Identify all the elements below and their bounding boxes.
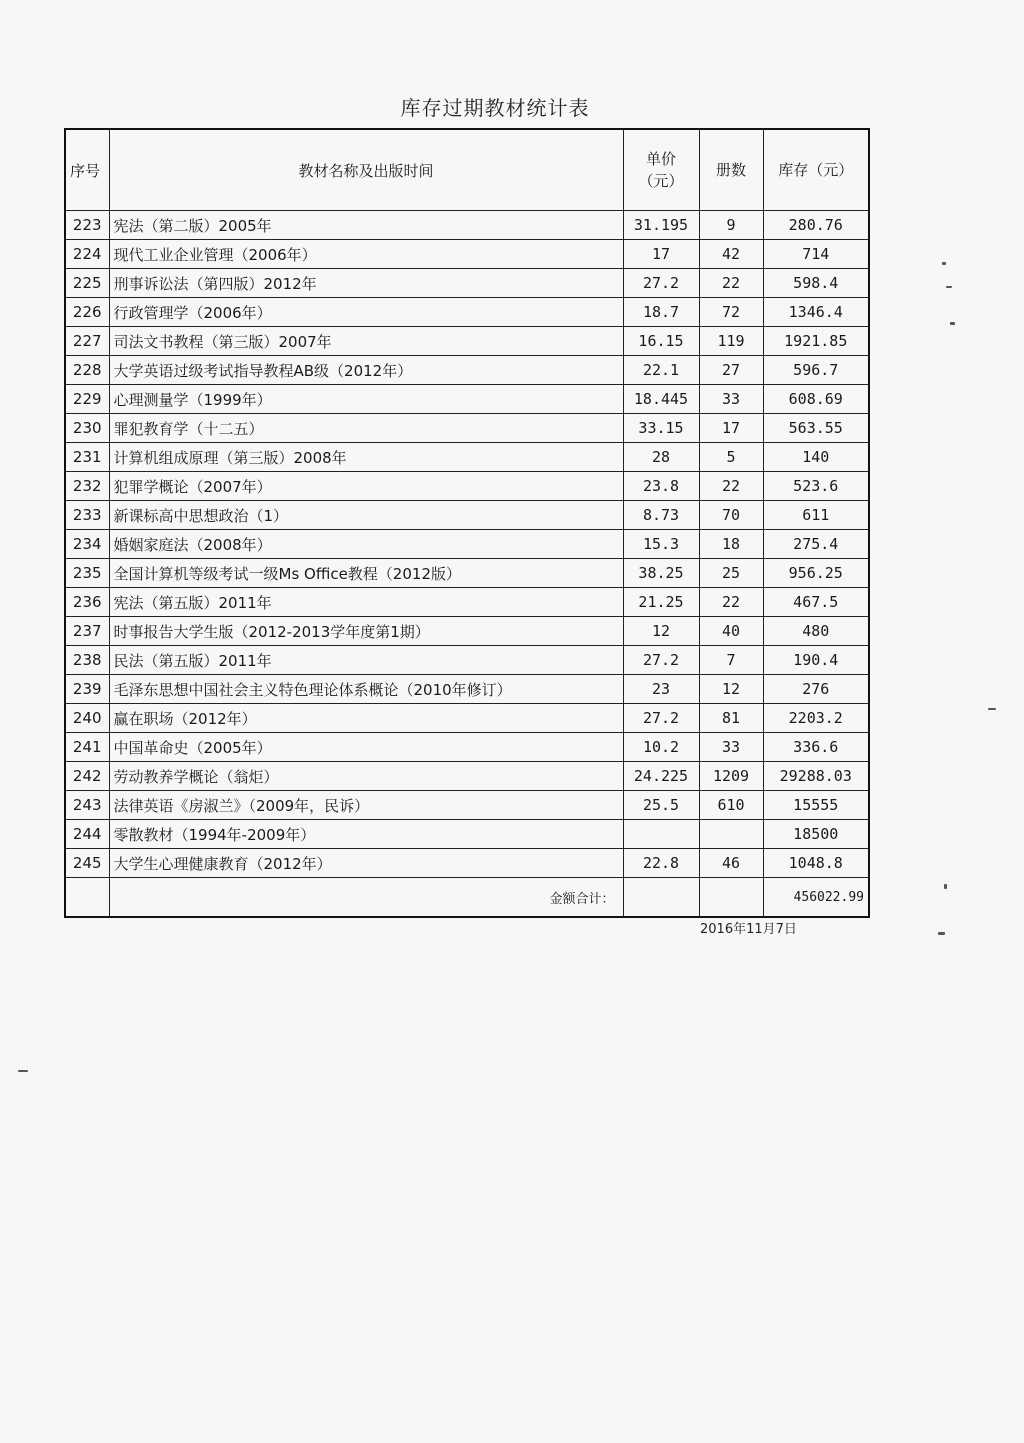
cell-count: 18 xyxy=(699,530,763,559)
table-row xyxy=(65,733,869,762)
cell-name: 赢在职场（2012年） xyxy=(109,704,623,733)
cell-count: 610 xyxy=(699,791,763,820)
cell-count: 81 xyxy=(699,704,763,733)
table-row xyxy=(65,501,869,530)
cell-name: 司法文书教程（第三版）2007年 xyxy=(109,327,623,356)
cell-name: 现代工业企业管理（2006年） xyxy=(109,240,623,269)
cell-price: 24.225 xyxy=(623,762,699,791)
cell-seq: 225 xyxy=(65,269,109,298)
cell-price: 31.195 xyxy=(623,211,699,240)
cell-seq: 235 xyxy=(65,559,109,588)
cell-seq: 230 xyxy=(65,414,109,443)
cell-price: 23.8 xyxy=(623,472,699,501)
table-row xyxy=(65,211,869,240)
total-row xyxy=(65,878,869,918)
cell-stock: 15555 xyxy=(763,791,869,820)
cell-seq: 226 xyxy=(65,298,109,327)
table-row xyxy=(65,849,869,878)
table-row xyxy=(65,298,869,327)
cell-count: 42 xyxy=(699,240,763,269)
cell-count: 70 xyxy=(699,501,763,530)
cell-seq: 238 xyxy=(65,646,109,675)
cell-name: 零散教材（1994年-2009年） xyxy=(109,820,623,849)
cell-stock: 611 xyxy=(763,501,869,530)
cell-count: 17 xyxy=(699,414,763,443)
cell-stock: 2203.2 xyxy=(763,704,869,733)
cell-name: 民法（第五版）2011年 xyxy=(109,646,623,675)
cell-seq: 224 xyxy=(65,240,109,269)
page-title: 库存过期教材统计表 xyxy=(400,96,590,120)
cell-stock: 714 xyxy=(763,240,869,269)
table-row xyxy=(65,588,869,617)
scan-speck xyxy=(946,286,952,288)
cell-name: 时事报告大学生版（2012-2013学年度第1期） xyxy=(109,617,623,646)
cell-name: 婚姻家庭法（2008年） xyxy=(109,530,623,559)
cell-stock: 275.4 xyxy=(763,530,869,559)
table-row xyxy=(65,443,869,472)
cell-stock: 276 xyxy=(763,675,869,704)
cell-price: 16.15 xyxy=(623,327,699,356)
cell-seq: 233 xyxy=(65,501,109,530)
cell-price: 10.2 xyxy=(623,733,699,762)
cell-price: 17 xyxy=(623,240,699,269)
cell-name: 宪法（第五版）2011年 xyxy=(109,588,623,617)
cell-stock: 523.6 xyxy=(763,472,869,501)
cell-stock: 608.69 xyxy=(763,385,869,414)
cell-stock: 280.76 xyxy=(763,211,869,240)
header-row xyxy=(65,129,869,211)
cell-price: 22.8 xyxy=(623,849,699,878)
cell-price: 18.7 xyxy=(623,298,699,327)
cell-name: 毛泽东思想中国社会主义特色理论体系概论（2010年修订） xyxy=(109,675,623,704)
table-row xyxy=(65,820,869,849)
cell-name: 犯罪学概论（2007年） xyxy=(109,472,623,501)
stock-table xyxy=(64,128,870,918)
cell-stock: 18500 xyxy=(763,820,869,849)
cell-count: 12 xyxy=(699,675,763,704)
cell-seq: 237 xyxy=(65,617,109,646)
cell-price: 8.73 xyxy=(623,501,699,530)
cell-name: 计算机组成原理（第三版）2008年 xyxy=(109,443,623,472)
table-row xyxy=(65,530,869,559)
cell-count: 22 xyxy=(699,588,763,617)
cell-count: 9 xyxy=(699,211,763,240)
table-row xyxy=(65,356,869,385)
table-row xyxy=(65,269,869,298)
cell-name: 行政管理学（2006年） xyxy=(109,298,623,327)
cell-seq: 236 xyxy=(65,588,109,617)
scan-speck xyxy=(942,262,946,265)
cell-stock: 1921.85 xyxy=(763,327,869,356)
cell-seq: 229 xyxy=(65,385,109,414)
cell-stock: 190.4 xyxy=(763,646,869,675)
cell-name: 大学生心理健康教育（2012年） xyxy=(109,849,623,878)
cell-seq: 239 xyxy=(65,675,109,704)
table-row xyxy=(65,675,869,704)
cell-count xyxy=(699,820,763,849)
table-row xyxy=(65,240,869,269)
cell-seq: 231 xyxy=(65,443,109,472)
cell-name: 新课标高中思想政治（1） xyxy=(109,501,623,530)
header-seq: 序号 xyxy=(65,129,109,211)
table-row xyxy=(65,385,869,414)
table-row xyxy=(65,559,869,588)
cell-count: 1209 xyxy=(699,762,763,791)
cell-count: 5 xyxy=(699,443,763,472)
scan-speck xyxy=(938,932,945,935)
cell-name: 大学英语过级考试指导教程AB级（2012年） xyxy=(109,356,623,385)
scan-speck xyxy=(950,322,955,325)
cell-name: 劳动教养学概论（翁炬） xyxy=(109,762,623,791)
cell-name: 法律英语《房淑兰》（2009年，民诉） xyxy=(109,791,623,820)
cell-seq: 232 xyxy=(65,472,109,501)
total-empty-seq xyxy=(65,878,109,918)
scan-speck xyxy=(988,708,996,710)
cell-count: 72 xyxy=(699,298,763,327)
scan-speck xyxy=(18,1070,28,1072)
cell-stock: 1048.8 xyxy=(763,849,869,878)
cell-seq: 240 xyxy=(65,704,109,733)
cell-seq: 242 xyxy=(65,762,109,791)
cell-price: 25.5 xyxy=(623,791,699,820)
cell-count: 25 xyxy=(699,559,763,588)
cell-count: 119 xyxy=(699,327,763,356)
cell-price: 28 xyxy=(623,443,699,472)
cell-stock: 596.7 xyxy=(763,356,869,385)
cell-count: 22 xyxy=(699,269,763,298)
cell-seq: 245 xyxy=(65,849,109,878)
cell-price: 27.2 xyxy=(623,269,699,298)
cell-count: 22 xyxy=(699,472,763,501)
cell-name: 罪犯教育学（十二五） xyxy=(109,414,623,443)
table-row xyxy=(65,646,869,675)
cell-seq: 223 xyxy=(65,211,109,240)
cell-count: 33 xyxy=(699,385,763,414)
table-row xyxy=(65,617,869,646)
cell-stock: 467.5 xyxy=(763,588,869,617)
table-row xyxy=(65,327,869,356)
cell-price: 23 xyxy=(623,675,699,704)
cell-stock: 1346.4 xyxy=(763,298,869,327)
cell-name: 全国计算机等级考试一级Ms Office教程（2012版） xyxy=(109,559,623,588)
cell-price: 27.2 xyxy=(623,704,699,733)
total-label: 金额合计： xyxy=(109,878,623,918)
cell-price xyxy=(623,820,699,849)
cell-seq: 228 xyxy=(65,356,109,385)
cell-stock: 480 xyxy=(763,617,869,646)
cell-name: 心理测量学（1999年） xyxy=(109,385,623,414)
cell-stock: 956.25 xyxy=(763,559,869,588)
cell-price: 21.25 xyxy=(623,588,699,617)
cell-seq: 234 xyxy=(65,530,109,559)
table-body xyxy=(65,211,869,878)
cell-stock: 140 xyxy=(763,443,869,472)
table-row xyxy=(65,791,869,820)
cell-stock: 598.4 xyxy=(763,269,869,298)
total-empty-price xyxy=(623,878,699,918)
cell-name: 宪法（第二版）2005年 xyxy=(109,211,623,240)
total-empty-count xyxy=(699,878,763,918)
cell-price: 18.445 xyxy=(623,385,699,414)
total-value: 456022.99 xyxy=(763,878,869,918)
cell-price: 38.25 xyxy=(623,559,699,588)
header-name: 教材名称及出版时间 xyxy=(109,129,623,211)
table-row xyxy=(65,472,869,501)
cell-name: 刑事诉讼法（第四版）2012年 xyxy=(109,269,623,298)
cell-price: 33.15 xyxy=(623,414,699,443)
cell-count: 40 xyxy=(699,617,763,646)
cell-seq: 243 xyxy=(65,791,109,820)
footer-date: 2016年11月7日 xyxy=(700,922,797,937)
cell-price: 15.3 xyxy=(623,530,699,559)
cell-count: 46 xyxy=(699,849,763,878)
cell-stock: 336.6 xyxy=(763,733,869,762)
cell-count: 33 xyxy=(699,733,763,762)
cell-name: 中国革命史（2005年） xyxy=(109,733,623,762)
cell-stock: 563.55 xyxy=(763,414,869,443)
cell-price: 12 xyxy=(623,617,699,646)
scan-speck xyxy=(944,884,947,889)
cell-price: 22.1 xyxy=(623,356,699,385)
header-stock: 库存（元） xyxy=(763,129,869,211)
table-row xyxy=(65,762,869,791)
cell-count: 7 xyxy=(699,646,763,675)
table-row xyxy=(65,414,869,443)
cell-seq: 241 xyxy=(65,733,109,762)
header-price: 单价（元） xyxy=(623,129,699,211)
cell-seq: 244 xyxy=(65,820,109,849)
cell-stock: 29288.03 xyxy=(763,762,869,791)
table-row xyxy=(65,704,869,733)
cell-seq: 227 xyxy=(65,327,109,356)
header-count: 册数 xyxy=(699,129,763,211)
cell-count: 27 xyxy=(699,356,763,385)
cell-price: 27.2 xyxy=(623,646,699,675)
